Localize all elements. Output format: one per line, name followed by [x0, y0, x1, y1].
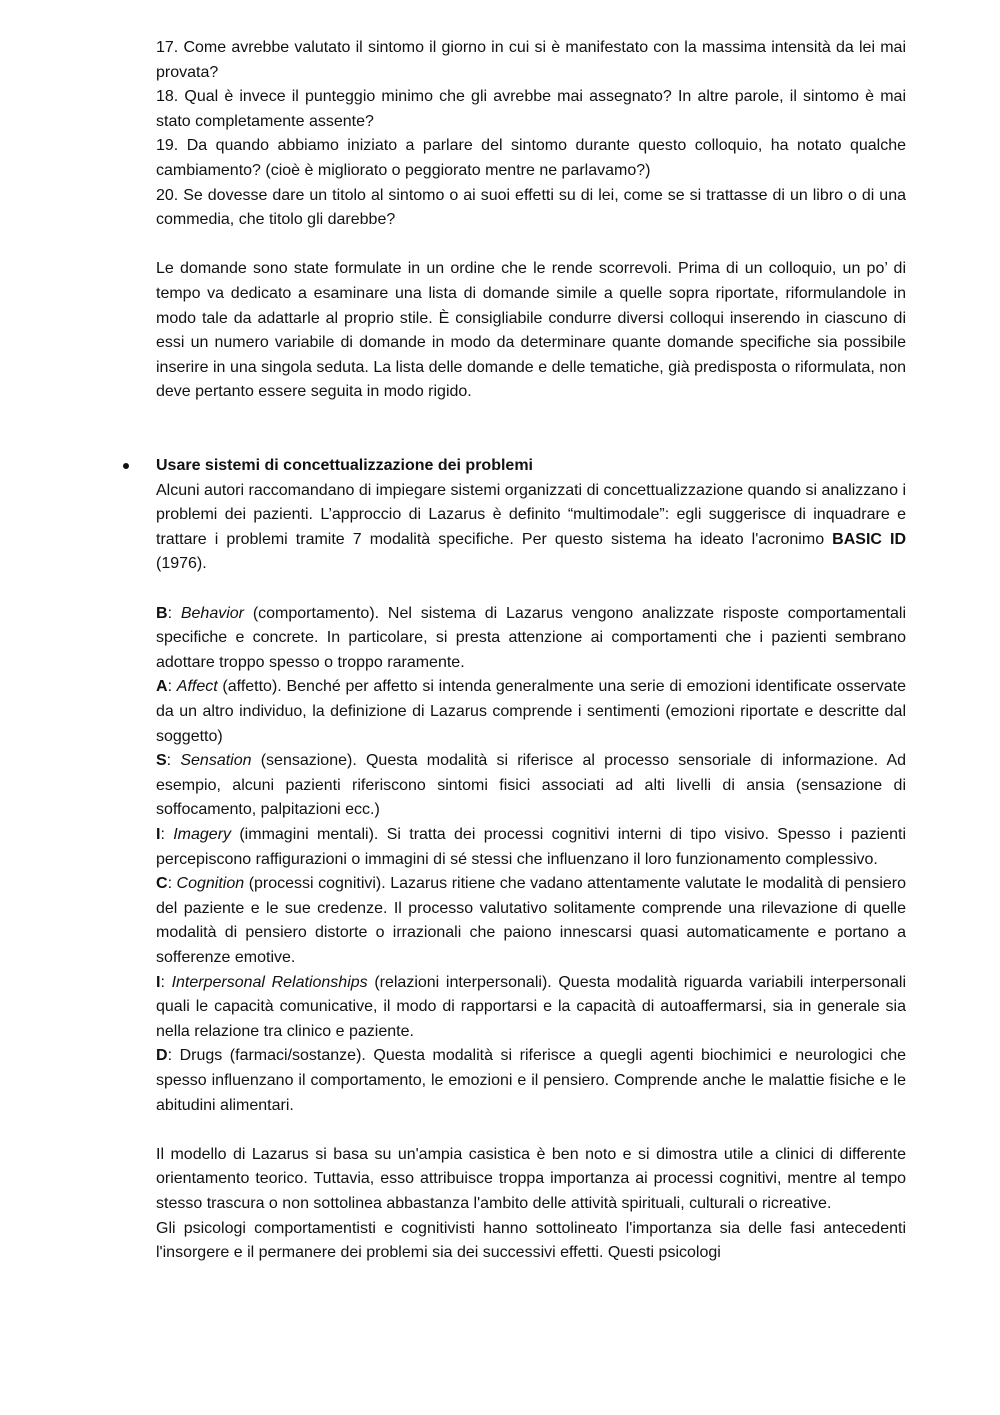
section-intro — [156, 479, 906, 577]
bullet-icon — [123, 463, 129, 469]
modality-letter: A — [156, 678, 168, 696]
spacer — [156, 405, 906, 430]
modality-item: A: Affect (affetto). Benché per affetto si intenda generalmente una serie di emozioni identificate osservate da un altro individuo, la definizione di Lazarus comprende i sentimenti (emozioni riportate e descritte dal soggetto) — [156, 678, 906, 745]
modality-description: (processi cognitivi). Lazarus ritiene che vadano attentamente valutate le modalità di pensiero del paziente e le sue credenze. Il processo valutativo solitamente comprende una rilevazione di quelle modalità di pensiero distorte o irrazionali che paiono innescarsi quasi automaticamente e portano a sofferenze emotive. — [156, 875, 907, 966]
modality-letter: I — [156, 973, 161, 991]
modality-letter: I — [156, 826, 161, 843]
modality-letter: D — [156, 1047, 168, 1065]
modality-letter: C — [156, 875, 168, 893]
modality-description: (immagini mentali). Si tratta dei processi cognitivi interni di tipo visivo. Spesso i pazienti percepiscono raffigurazioni o immagini di sé stessi che influenzano il loro funzionamento complessivo. — [156, 826, 907, 868]
modality-term: Interpersonal Relationships — [171, 973, 368, 991]
spacer — [156, 430, 906, 455]
modality-item: I: Interpersonal Relationships (relazioni interpersonali). Questa modalità riguarda variabili interpersonali quali le capacità comunicative, il modo di rapportarsi e la capacità di autoaffermarsi, sia in generale sia nella relazione tra clinico e paziente. — [156, 973, 907, 1040]
section-heading — [156, 454, 906, 479]
question-17: 17. Come avrebbe valutato il sintomo il giorno in cui si è manifestato con la massima intensità da lei mai provata? — [156, 39, 906, 81]
paragraph-domande: Le domande sono state formulate in un ordine che le rende scorrevoli. Prima di un colloquio, un po’ di tempo va dedicato a esaminare una lista di domande simile a quelle sopra riportate, riformulandole in modo tale da adattarle al proprio stile. È consigliabile condurre diversi colloqui inserendo in ciascuno di essi un numero variabile di domande in modo da determinare quante domande specifiche sia possibile inserire in una singola seduta. La lista delle domande e delle tematiche, già predisposta o riformulata, non deve pertanto essere seguita in modo rigido. — [156, 260, 906, 401]
modality-item: I: Imagery (immagini mentali). Si tratta dei processi cognitivi interni di tipo visivo. Spesso i pazienti percepiscono raffigurazioni o immagini di sé stessi che influenzano il loro funzionamento complessivo. — [156, 826, 907, 868]
section-heading-text: Usare sistemi di concettualizzazione dei problemi — [156, 457, 533, 475]
modality-term: Imagery — [173, 826, 232, 843]
document-page — [156, 36, 906, 1266]
acronym: BASIC ID — [832, 530, 906, 548]
section-intro-end: (1976). — [156, 555, 207, 573]
modality-term: Cognition — [176, 875, 245, 893]
modality-term: Drugs — [179, 1047, 223, 1065]
spacer — [156, 577, 906, 602]
modality-item: D: Drugs (farmaci/sostanze). Questa modalità si riferisce a quegli agenti biochimici e neurologici che spesso influenzano il comportamento, le emozioni e il pensiero. Comprende anche le malattie fisiche e le abitudini alimentari. — [156, 1047, 906, 1114]
modality-term: Affect — [176, 678, 218, 696]
question-18: 18. Qual è invece il punteggio minimo che gli avrebbe mai assegnato? In altre parole, il sintomo è mai stato completamente assente? — [156, 88, 906, 130]
modality-list — [156, 602, 906, 1118]
paragraph-modello: Il modello di Lazarus si basa su un'ampia casistica è ben noto e si dimostra utile a clinici di differente orientamento teorico. Tuttavia, esso attribuisce troppa importanza ai processi cognitivi, mentre al tempo stesso trascura o non sottolinea abbastanza l'ambito delle attività spirituali, culturali o ricreative. — [156, 1145, 906, 1212]
modality-term: Behavior — [180, 604, 244, 622]
question-19: 19. Da quando abbiamo iniziato a parlare del sintomo durante questo colloquio, ha notato qualche cambiamento? (cioè è migliorato o peggiorato mentre ne parlavamo?) — [156, 137, 906, 179]
modality-description: (affetto). Benché per affetto si intenda generalmente una serie di emozioni identificate osservate da un altro individuo, la definizione di Lazarus comprende i sentimenti (emozioni riportate e descritte dal soggetto) — [156, 678, 906, 745]
modality-letter: S — [156, 752, 167, 770]
modality-description: (farmaci/sostanze). Questa modalità si riferisce a quegli agenti biochimici e neurologici che spesso influenzano il comportamento, le emozioni e il pensiero. Comprende anche le malattie fisiche e le abitudini alimentari. — [156, 1047, 906, 1114]
modality-item: B: Behavior (comportamento). Nel sistema di Lazarus vengono analizzate risposte comportamentali specifiche e concrete. In particolare, si presta attenzione ai comportamenti che i pazienti sembrano adottare troppo spesso o troppo raramente. — [156, 604, 907, 671]
modality-letter: B — [156, 604, 168, 622]
spacer — [156, 233, 906, 258]
spacer — [156, 1118, 906, 1143]
modality-item: S: Sensation (sensazione). Questa modalità si riferisce al processo sensoriale di informazione. Ad esempio, alcuni pazienti riferiscono sintomi fisici associati ad alti livelli di ansia (sensazione di soffocamento, palpitazioni ecc.) — [156, 752, 907, 819]
question-20: 20. Se dovesse dare un titolo al sintomo o ai suoi effetti su di lei, come se si trattasse di un libro o di una commedia, che titolo gli darebbe? — [156, 186, 906, 229]
section-intro-text: Alcuni autori raccomandano di impiegare sistemi organizzati di concettualizzazione quando si analizzano i problemi dei pazienti. L’approccio di Lazarus è definito “multimodale”: egli suggerisce di inquadrare e trattare i problemi tramite 7 modalità specifiche. Per questo sistema ha ideato l'acronimo — [156, 481, 906, 548]
modality-term: Sensation — [180, 752, 252, 770]
modality-item: C: Cognition (processi cognitivi). Lazarus ritiene che vadano attentamente valutate le modalità di pensiero del paziente e le sue credenze. Il processo valutativo solitamente comprende una rilevazione di quelle modalità di pensiero distorte o irrazionali che paiono innescarsi quasi automaticamente e portano a sofferenze emotive. — [156, 875, 907, 966]
modality-description: (comportamento). Nel sistema di Lazarus vengono analizzate risposte comportamentali specifiche e concrete. In particolare, si presta attenzione ai comportamenti che i pazienti sembrano adottare troppo spesso o troppo raramente. — [156, 604, 907, 671]
modality-description: (sensazione). Questa modalità si riferisce al processo sensoriale di informazione. Ad esempio, alcuni pazienti riferiscono sintomi fisici associati ad alti livelli di ansia (sensazione di soffocamento, palpitazioni ecc.) — [156, 752, 907, 819]
paragraph-psicologi: Gli psicologi comportamentisti e cognitivisti hanno sottolineato l'importanza sia delle fasi antecedenti l'insorgere e il permanere dei problemi sia dei successivi effetti. Questi psicologi — [156, 1219, 906, 1262]
modality-description: (relazioni interpersonali). Questa modalità riguarda variabili interpersonali quali le capacità comunicative, il modo di rapportarsi e la capacità di autoaffermarsi, sia in generale sia nella relazione tra clinico e paziente. — [156, 973, 907, 1040]
